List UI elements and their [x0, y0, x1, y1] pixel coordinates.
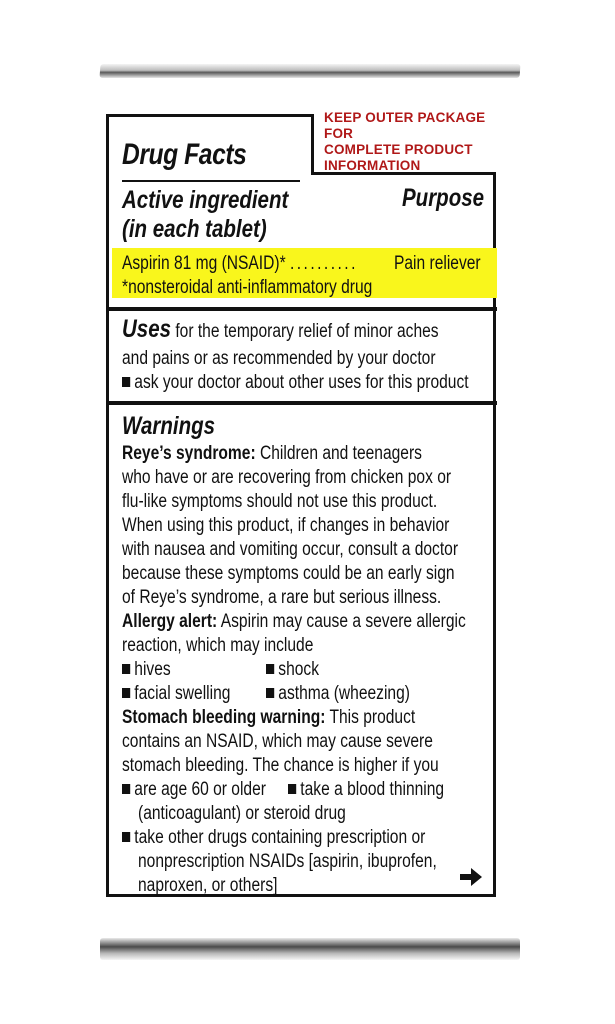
reyes-line-1: who have or are recovering from chicken pox or — [122, 467, 452, 488]
warnings-heading — [122, 412, 215, 440]
uses-text-2: and pains or as recommended by your doctor — [122, 348, 436, 369]
title-box-edge — [311, 114, 314, 175]
square-bullet-icon — [266, 688, 274, 698]
square-bullet-icon — [288, 784, 296, 794]
warnings-heading-text: Warnings — [122, 412, 216, 440]
square-bullet-icon — [122, 688, 130, 698]
reyes-line-2: flu-like symptoms should not use this product. — [122, 491, 438, 512]
package-top-edge — [100, 64, 521, 78]
ingredient-line — [122, 252, 358, 275]
allergy-item-asthma — [266, 682, 410, 705]
page-title: Drug Facts — [122, 138, 247, 171]
square-bullet-icon — [266, 664, 274, 674]
uses-bullet — [122, 371, 469, 394]
stomach-bullet-text: take other drugs containing prescription or — [134, 827, 426, 848]
arrow-right-icon — [460, 868, 482, 886]
square-bullet-icon — [122, 377, 130, 387]
stomach-text: This product — [329, 707, 416, 728]
allergy-item-facial — [122, 682, 230, 705]
allergy-item-shock — [266, 658, 319, 681]
uses-bullet-text: ask your doctor about other uses for this product — [134, 372, 469, 393]
stomach-line-1: contains an NSAID, which may cause severe — [122, 731, 433, 752]
stomach-label: Stomach bleeding warning: — [122, 707, 326, 728]
uses-line-1 — [122, 315, 439, 343]
allergy-line-1: reaction, which may include — [122, 635, 314, 656]
uses-text-1: for the temporary relief of minor aches — [175, 321, 439, 342]
uses-heading: Uses — [122, 315, 172, 343]
allergy-line-0 — [122, 610, 466, 633]
square-bullet-icon — [122, 664, 130, 674]
ingredient-name: Aspirin 81 mg (NSAID)* — [122, 253, 286, 274]
allergy-item-text: shock — [278, 659, 320, 680]
stomach-line-2: stomach bleeding. The chance is higher if you — [122, 755, 439, 776]
leader-dots: .......... — [289, 253, 358, 274]
stomach-bullet-cont-2: nonprescription NSAIDs [aspirin, ibuprofen, — [138, 851, 437, 872]
section-divider — [109, 401, 497, 405]
square-bullet-icon — [122, 832, 130, 842]
allergy-item-hives — [122, 658, 171, 681]
stomach-bullet-cont-3: naproxen, or others] — [138, 875, 278, 896]
stomach-bullet-text: take a blood thinning — [300, 779, 445, 800]
package-note: KEEP OUTER PACKAGE FOR COMPLETE PRODUCT INFORMATION — [324, 110, 486, 173]
stomach-bullet-thinning — [288, 778, 444, 801]
allergy-item-text: facial swelling — [134, 683, 231, 704]
stomach-bullet-text: are age 60 or older — [134, 779, 266, 800]
allergy-item-text: hives — [134, 659, 171, 680]
reyes-line-0 — [122, 442, 422, 465]
package-bottom-edge — [100, 938, 520, 960]
stomach-bullet-cont: (anticoagulant) or steroid drug — [138, 803, 346, 824]
reyes-line-6: of Reye’s syndrome, a rare but serious illness. — [122, 587, 442, 608]
stomach-line-0 — [122, 706, 415, 729]
ingredient-footnote: *nonsteroidal anti-inflammatory drug — [122, 277, 373, 298]
reyes-line-3: When using this product, if changes in behavior — [122, 515, 450, 536]
stomach-bullet-age — [122, 778, 266, 801]
reyes-text: Children and teenagers — [259, 443, 422, 464]
allergy-label: Allergy alert: — [122, 611, 218, 632]
section-divider — [109, 307, 497, 311]
title-rule — [122, 180, 300, 182]
stomach-bullet-drugs — [122, 826, 425, 849]
square-bullet-icon — [122, 784, 130, 794]
reyes-line-4: with nausea and vomiting occur, consult a doctor — [122, 539, 459, 560]
allergy-item-text: asthma (wheezing) — [278, 683, 410, 704]
allergy-text: Aspirin may cause a severe allergic — [220, 611, 466, 632]
active-ingredient-heading: Active ingredient (in each tablet) — [122, 186, 289, 243]
reyes-label: Reye’s syndrome: — [122, 443, 256, 464]
purpose-heading: Purpose — [402, 184, 485, 212]
reyes-line-5: because these symptoms could be an early sign — [122, 563, 455, 584]
ingredient-purpose: Pain reliever — [394, 253, 481, 274]
